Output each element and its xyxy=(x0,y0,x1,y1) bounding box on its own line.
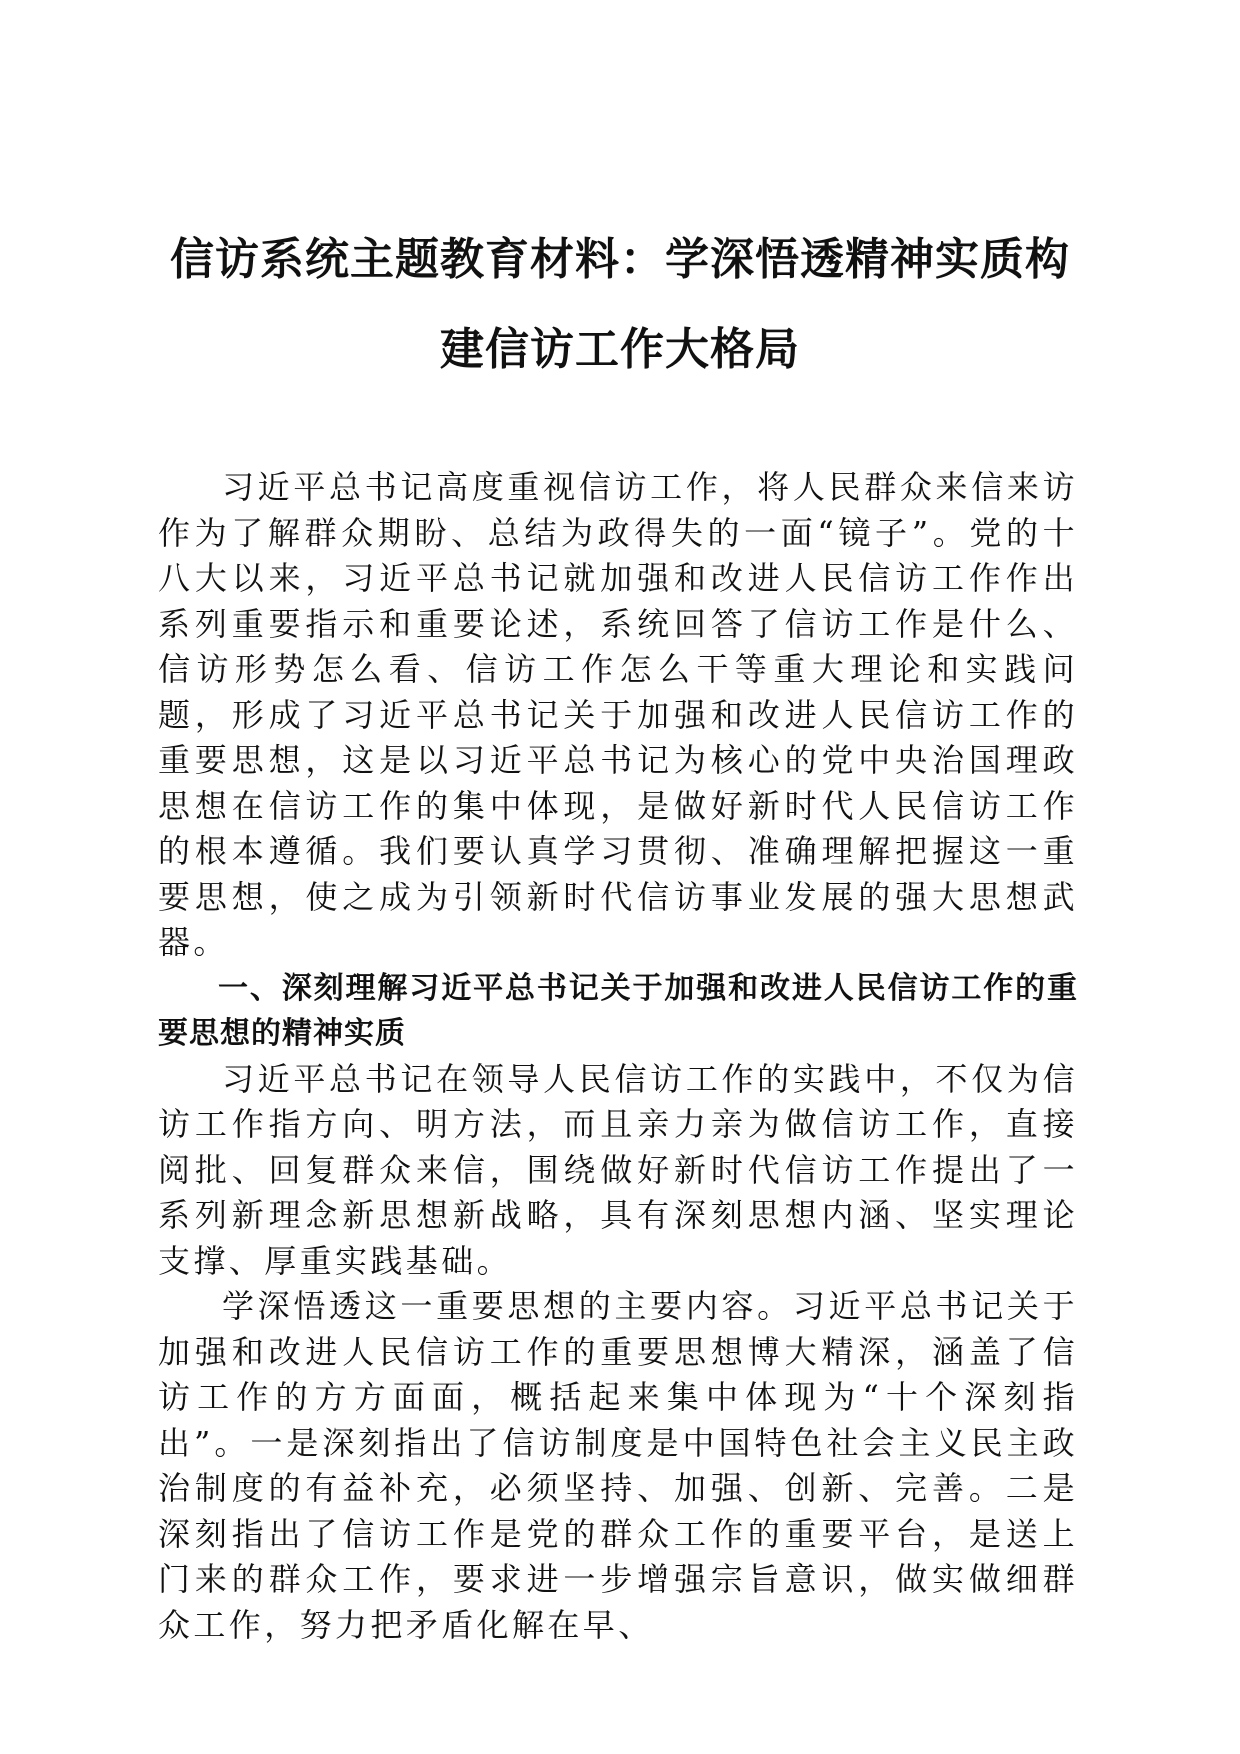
title-line-2: 建信访工作大格局 xyxy=(440,324,800,375)
intro-paragraph: 习近平总书记高度重视信访工作，将人民群众来信来访作为了解群众期盼、总结为政得失的一面“镜子”。党的十八大以来，习近平总书记就加强和改进人民信访工作作出系列重要指示和重要论述，系统回答了信访工作是什么、信访形势怎么看、信访工作怎么干等重大理论和实践问题，形成了习近平总书记关于加强和改进人民信访工作的重要思想，这是以习近平总书记为核心的党中央治国理政思想在信访工作的集中体现，是做好新时代人民信访工作的根本遵循。我们要认真学习贯彻、准确理解把握这一重要思想，使之成为引领新时代信访事业发展的强大思想武器。 xyxy=(158,468,1078,961)
document-title xyxy=(150,215,1090,395)
title-line-1: 信访系统主题教育材料：学深悟透精神实质构 xyxy=(170,234,1070,285)
document-body xyxy=(158,465,1078,1648)
body-paragraph-2: 学深悟透这一重要思想的主要内容。习近平总书记关于加强和改进人民信访工作的重要思想博大精深，涵盖了信访工作的方方面面，概括起来集中体现为“十个深刻指出”。一是深刻指出了信访制度是中国特色社会主义民主政治制度的有益补充，必须坚持、加强、创新、完善。二是深刻指出了信访工作是党的群众工作的重要平台，是送上门来的群众工作，要求进一步增强宗旨意识，做实做细群众工作，努力把矛盾化解在早、 xyxy=(158,1287,1078,1644)
section-heading-1: 一、深刻理解习近平总书记关于加强和改进人民信访工作的重要思想的精神实质 xyxy=(158,970,1078,1051)
body-paragraph-1: 习近平总书记在领导人民信访工作的实践中，不仅为信访工作指方向、明方法，而且亲力亲为做信访工作，直接阅批、回复群众来信，围绕做好新时代信访工作提出了一系列新理念新思想新战略，具有深刻思想内涵、坚实理论支撑、厚重实践基础。 xyxy=(158,1059,1078,1280)
